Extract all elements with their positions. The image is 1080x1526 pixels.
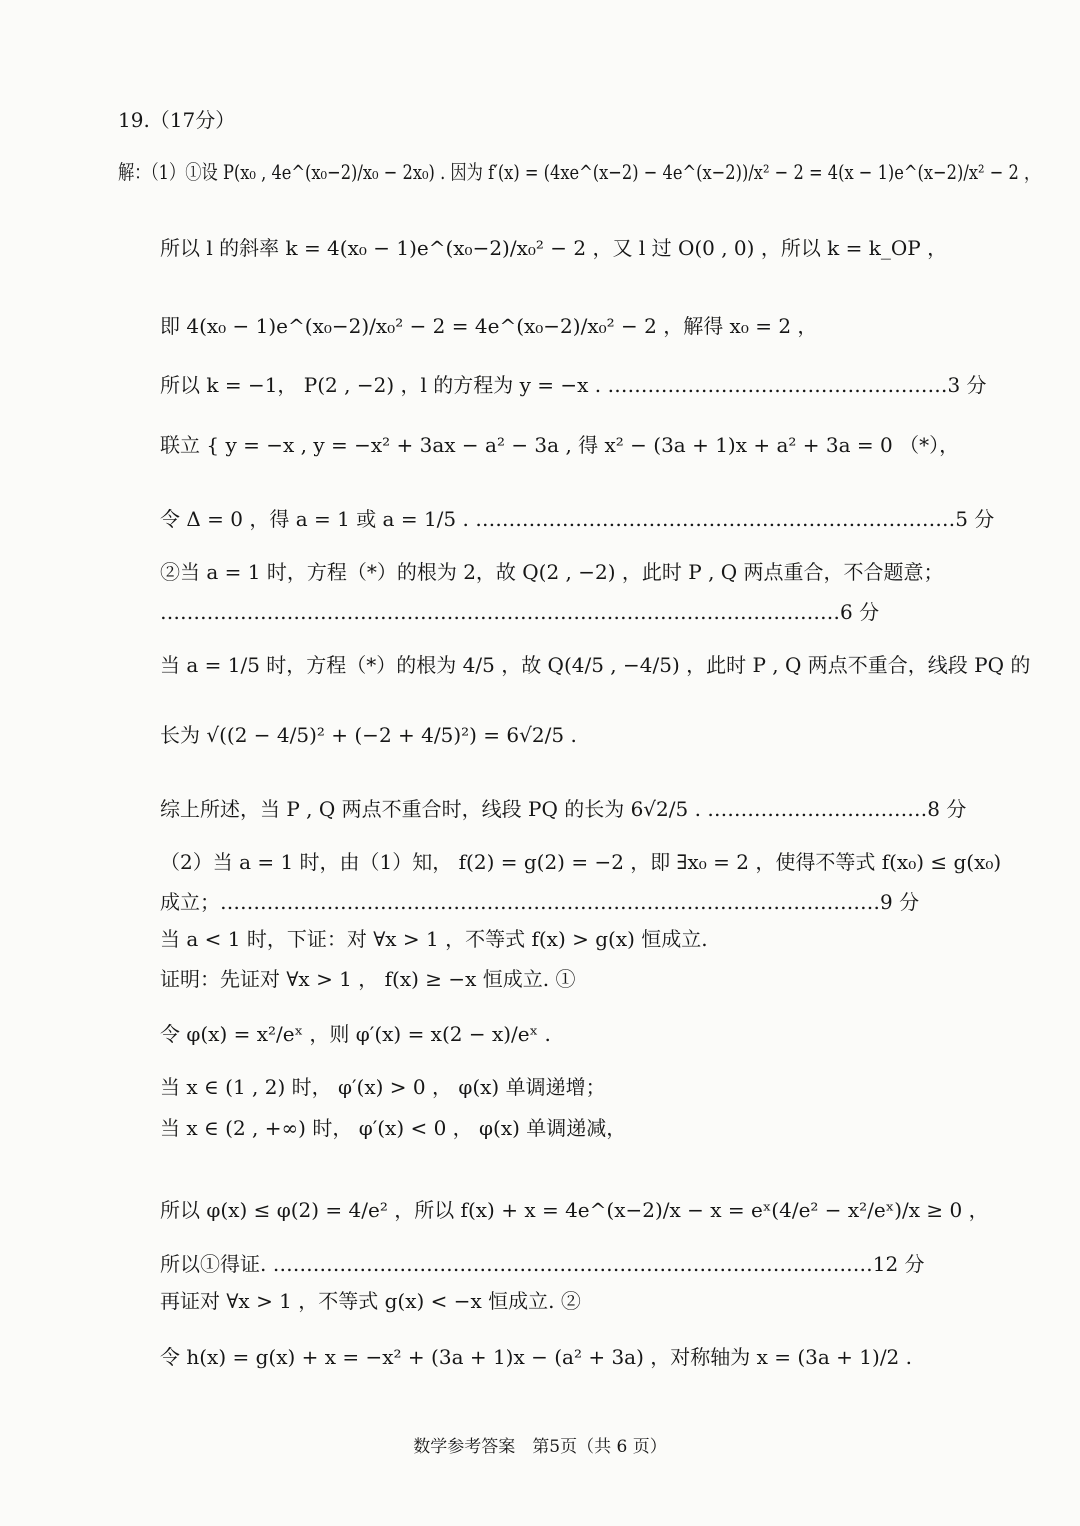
solution-line: 令 Δ = 0 ，得 a = 1 或 a = 1/5 . ………………………………………………………………5 分 (160, 507, 995, 531)
solution-line: 长为 √((2 − 4/5)² + (−2 + 4/5)²) = 6√2/5 . (160, 723, 577, 747)
question-header: 19.（17分） (118, 108, 236, 132)
solution-line: （2）当 a = 1 时，由（1）知， f(2) = g(2) = −2 ，即 ∃x₀ = 2 ，使得不等式 f(x₀) ≤ g(x₀) (160, 850, 1002, 874)
solution-line: 当 x ∈ (2 , +∞) 时， φ′(x) < 0 ， φ(x) 单调递减， (160, 1116, 627, 1140)
solution-line: 令 h(x) = g(x) + x = −x² + (3a + 1)x − (a² + 3a) ，对称轴为 x = (3a + 1)/2 . (160, 1345, 913, 1369)
solution-line: 再证对 ∀x > 1 ，不等式 g(x) < −x 恒成立. ② (160, 1289, 581, 1313)
solution-line: 解：（1）①设 P(x₀ , 4e^(x₀−2)/x₀ − 2x₀) . 因为 f′(x) = (4xe^(x−2) − 4e^(x−2))/x² − 2 = 4(x − 1)e^(x−2)/x² − 2 ， (118, 160, 1041, 184)
solution-line: 当 a = 1/5 时，方程（*）的根为 4/5 ，故 Q(4/5 , −4/5) ，此时 P , Q 两点不重合，线段 PQ 的 (160, 653, 1031, 677)
solution-line: 成立；………………………………………………………………………………………9 分 (160, 890, 920, 914)
solution-line: ②当 a = 1 时，方程（*）的根为 2，故 Q(2 , −2) ，此时 P , Q 两点重合，不合题意； (160, 560, 944, 584)
solution-line: 所以①得证. ………………………………………………………………………………12 分 (160, 1252, 925, 1276)
solution-line: 当 x ∈ (1 , 2) 时， φ′(x) > 0 ， φ(x) 单调递增； (160, 1075, 606, 1099)
solution-line: 即 4(x₀ − 1)e^(x₀−2)/x₀² − 2 = 4e^(x₀−2)/x₀² − 2 ，解得 x₀ = 2 ， (160, 314, 818, 338)
solution-line: 联立 { y = −x , y = −x² + 3ax − a² − 3a , 得 x² − (3a + 1)x + a² + 3a = 0 （*）， (160, 433, 960, 457)
solution-line: 所以 k = −1， P(2 , −2) ，l 的方程为 y = −x . ……………………………………………3 分 (160, 373, 987, 397)
page-footer: 数学参考答案 第5页（共 6 页） (413, 1437, 667, 1457)
score-line: …………………………………………………………………………………………6 分 (160, 600, 880, 624)
solution-line: 综上所述，当 P , Q 两点不重合时，线段 PQ 的长为 6√2/5 . ……………………………8 分 (160, 797, 967, 821)
solution-line: 所以 φ(x) ≤ φ(2) = 4/e² ，所以 f(x) + x = 4e^(x−2)/x − x = eˣ(4/e² − x²/eˣ)/x ≥ 0 ， (160, 1198, 989, 1222)
solution-line: 证明：先证对 ∀x > 1 ， f(x) ≥ −x 恒成立. ① (160, 967, 576, 991)
solution-line: 令 φ(x) = x²/eˣ ，则 φ′(x) = x(2 − x)/eˣ . (160, 1022, 551, 1046)
solution-line: 所以 l 的斜率 k = 4(x₀ − 1)e^(x₀−2)/x₀² − 2 ，又 l 过 O(0 , 0) ，所以 k = k_OP ， (160, 236, 948, 260)
solution-line: 当 a < 1 时，下证：对 ∀x > 1 ，不等式 f(x) > g(x) 恒成立. (160, 927, 708, 951)
